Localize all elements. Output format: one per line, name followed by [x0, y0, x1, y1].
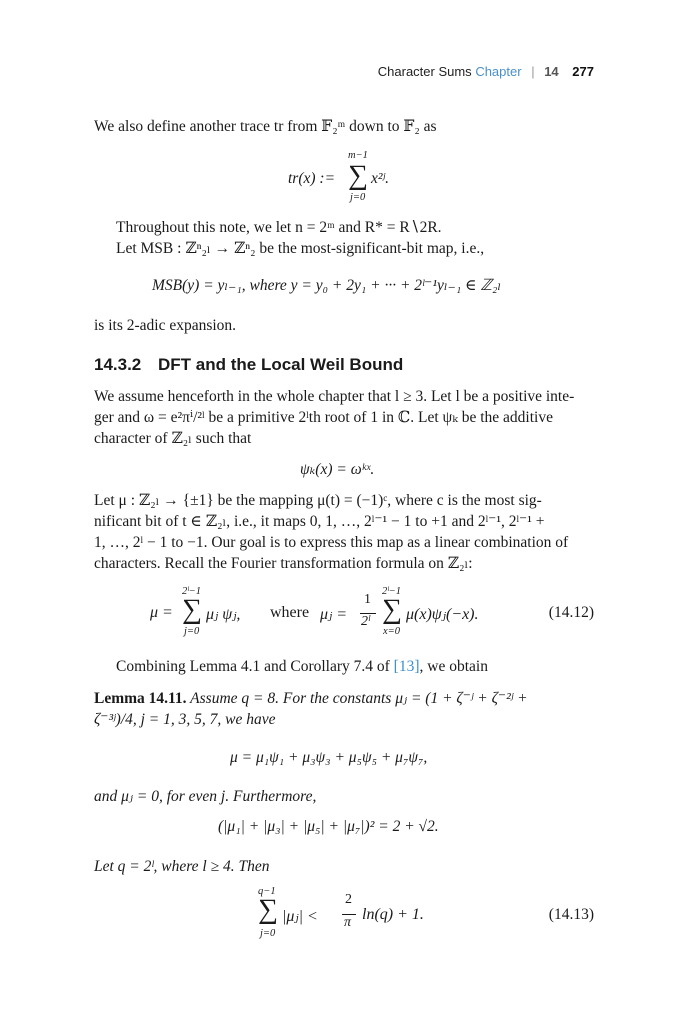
equation-label-14-12: (14.12) — [548, 604, 594, 621]
fourier-term2: μ(x)ψⱼ(−x). — [406, 606, 479, 623]
equation-label-14-13: (14.13) — [548, 906, 594, 923]
trace-lhs: tr(x) := — [288, 170, 336, 187]
lemma-line-1: Assume q = 8. For the constants μⱼ = (1 + ζ⁻ʲ + ζ⁻²ʲ + — [186, 690, 528, 707]
note-paragraph — [116, 217, 596, 259]
let-q-line: Let q = 2ˡ, where l ≥ 4. Then — [94, 858, 270, 875]
fourier-sum2-sigma: ∑ — [382, 594, 402, 625]
msb-equation: MSB(y) = yₗ₋₁, where y = y₀ + 2y₁ + ··· + 2ˡ⁻¹yₗ₋₁ ∈ ℤ₂ₗ — [152, 277, 502, 294]
trace-equation — [288, 150, 396, 210]
para1-line-1: We assume henceforth in the whole chapter that l ≥ 3. Let l be a positive inte- — [94, 388, 575, 405]
bound-sum-sigma: ∑ — [258, 894, 278, 925]
bound-term: |μⱼ| < — [282, 908, 318, 925]
header-chapter-label: Chapter — [475, 64, 522, 79]
para2-line-2: nificant bit of t ∈ ℤ₂ₗ, i.e., it maps 0, 1, …, 2ˡ⁻¹ − 1 to +1 and 2ˡ⁻¹, 2ˡ⁻¹ + — [94, 513, 545, 530]
section-number: 14.3.2 — [94, 355, 142, 374]
abs-equation: (|μ₁| + |μ₃| + |μ₅| + |μ₇|)² = 2 + √2. — [218, 818, 439, 835]
fourier-sum2-upper: 2ˡ−1 — [382, 586, 402, 597]
bound-sum-lower: j=0 — [260, 928, 276, 939]
header-separator: | — [531, 64, 535, 79]
running-header — [378, 64, 594, 79]
fourier-sum2-lower: x=0 — [383, 626, 400, 637]
note-line-1: Throughout this note, we let n = 2ᵐ and R* = R∖2R. — [116, 219, 442, 236]
combining-before: Combining Lemma 4.1 and Corollary 7.4 of — [116, 658, 394, 675]
trace-sum-lower: j=0 — [350, 192, 366, 203]
bound-rest: ln(q) + 1. — [362, 906, 424, 923]
trace-sum-sigma: ∑ — [348, 160, 368, 191]
bound-frac-den: π — [344, 915, 352, 930]
psi-equation: ψₖ(x) = ωᵏˣ. — [300, 461, 375, 478]
even-line: and μⱼ = 0, for even j. Furthermore, — [94, 788, 317, 805]
intro-paragraph — [94, 116, 596, 137]
header-title: Character Sums — [377, 64, 472, 79]
fourier-equation — [150, 586, 600, 646]
adic-line: is its 2-adic expansion. — [94, 317, 237, 334]
fourier-sum1-lower: j=0 — [184, 626, 200, 637]
fourier-term1: μⱼ ψⱼ, — [206, 606, 241, 623]
header-chapter-number: 14 — [544, 64, 559, 79]
para1-line-3: character of ℤ₂ₗ such that — [94, 430, 252, 447]
bound-equation — [258, 886, 478, 946]
note-line-2: Let MSB : ℤⁿ₂ₗ → ℤⁿ₂ be the most-significant-bit map, i.e., — [116, 240, 485, 257]
trace-term: x²ʲ. — [371, 170, 389, 187]
fourier-mu-j: μⱼ = — [320, 606, 348, 623]
lemma-paragraph — [94, 688, 596, 730]
para2-line-4: characters. Recall the Fourier transformation formula on ℤ₂ₗ: — [94, 555, 473, 572]
fourier-sum1-sigma: ∑ — [182, 594, 202, 625]
fourier-lhs: μ = — [150, 604, 173, 621]
reference-link[interactable]: [13] — [393, 658, 420, 675]
trace-sum-upper: m−1 — [348, 150, 368, 161]
mu-sum-equation: μ = μ₁ψ₁ + μ₃ψ₃ + μ₅ψ₅ + μ₇ψ₇, — [230, 749, 428, 766]
para2-line-1: Let μ : ℤ₂ₗ → {±1} be the mapping μ(t) = (−1)ᶜ, where c is the most sig- — [94, 492, 542, 509]
page-number: 277 — [572, 64, 594, 79]
paragraph-2 — [94, 490, 596, 574]
fourier-frac-num: 1 — [364, 592, 371, 607]
fourier-frac-den: 2ˡ — [361, 614, 370, 629]
lemma-line-2: ζ⁻³ʲ)/4, j = 1, 3, 5, 7, we have — [94, 711, 276, 728]
fourier-sum1-upper: 2ˡ−1 — [182, 586, 202, 597]
intro-line: We also define another trace tr from 𝔽₂ᵐ down to 𝔽₂ as — [94, 118, 437, 135]
section-title: DFT and the Local Weil Bound — [158, 355, 404, 374]
bound-sum-upper: q−1 — [258, 886, 276, 897]
section-heading — [94, 355, 403, 375]
lemma-name: Lemma 14.11. — [94, 690, 187, 707]
para1-line-2: ger and ω = e²πⁱ/²ˡ be a primitive 2ˡth root of 1 in ℂ. Let ψₖ be the additive — [94, 409, 553, 426]
combining-after: , we obtain — [419, 658, 488, 675]
combining-line — [116, 656, 596, 677]
para2-line-3: 1, …, 2ˡ − 1 to −1. Our goal is to express this map as a linear combination of — [94, 534, 569, 551]
fourier-where: where — [270, 604, 310, 621]
paragraph-1 — [94, 386, 596, 449]
bound-frac-num: 2 — [345, 892, 352, 907]
